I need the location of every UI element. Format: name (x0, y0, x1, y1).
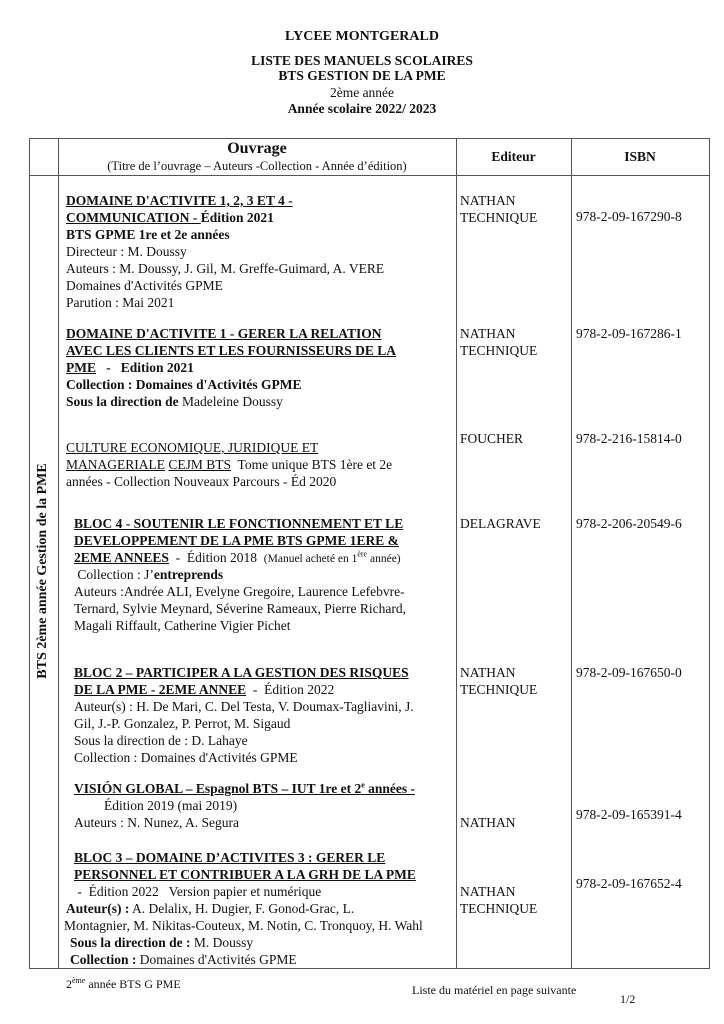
collection: Collection : Domaines d'Activités GPME (74, 750, 298, 765)
page-number: 1/2 (620, 992, 636, 1006)
collection: Collection : Domaines d'Activités GPME (66, 377, 302, 392)
table-row: CULTURE ECONOMIQUE, JURIDIQUE ET MANAGERIALE CEJM BTS Tome unique BTS 1ère et 2e années - Collection Nouveaux Parcours - Éd 2020 (66, 440, 393, 489)
side-label: BTS 2ème année Gestion de la PME (35, 463, 50, 679)
edition: - Edition 2021 (96, 360, 194, 375)
isbn: 978-2-09-167290-8 (576, 209, 682, 224)
authors: Auteurs :Andrée ALI, Evelyne Gregoire, Laurence Lefebvre- (74, 584, 405, 599)
table-row: BLOC 4 - SOUTENIR LE FONCTIONNEMENT ET LE DEVELOPPEMENT DE LA PME BTS GPME 1ERE & 2EME ANNEES - Édition 2018 (Manuel acheté en 1ère année) Collection : J’entreprends Auteurs :Andrée ALI, Evelyne Gregoire, Laurence Lefebvre- Ternard, Sylvie Meynard, Séverine Rameaux, Pierre Richard, Magali Riffault, Catherine Vigier Pichet (74, 516, 406, 633)
book-title: DOMAINE D'ACTIVITE 1 - GERER LA RELATION (66, 326, 382, 341)
footer-left: 2ème année BTS G PME (66, 976, 181, 991)
publisher: NATHAN TECHNIQUE (460, 193, 538, 225)
col-header-ouvrage-sub: (Titre de l’ouvrage – Auteurs -Collection - Année d’édition) (107, 159, 407, 173)
director: Madeleine Doussy (178, 394, 283, 409)
book-title: PERSONNEL ET CONTRIBUER A LA GRH DE LA PME (74, 867, 416, 882)
edition: - Édition 2022 Version papier et numérique (74, 884, 322, 899)
table-row: BLOC 2 – PARTICIPER A LA GESTION DES RISQUES DE LA PME - 2EME ANNEE - Édition 2022 Auteur(s) : H. De Mari, C. Del Testa, V. Doumax-Tagliavini, J. Gil, J.-P. Gonzalez, P. Perrot, M. Sigaud Sous la direction de : D. Lahaye Collection : Domaines d'Activités GPME (74, 665, 414, 765)
book-title: DOMAINE D'ACTIVITE 1, 2, 3 ET 4 - (66, 193, 293, 208)
footer-note: Liste du matériel en page suivante (412, 983, 577, 997)
authors: Magali Riffault, Catherine Vigier Pichet (74, 618, 291, 633)
book-title: DEVELOPPEMENT DE LA PME BTS GPME 1ERE & (74, 533, 399, 548)
book-title: AVEC LES CLIENTS ET LES FOURNISSEURS DE LA (66, 343, 396, 358)
col-header-isbn: ISBN (624, 149, 656, 164)
col-header-ouvrage: Ouvrage (227, 140, 287, 157)
publisher: DELAGRAVE (460, 516, 541, 531)
publication-date: Parution : Mai 2021 (66, 295, 175, 310)
year-level: 2ème année (329, 85, 395, 100)
edition: Édition 2021 (200, 210, 274, 225)
book-title: COMMUNICATION - (66, 210, 201, 225)
isbn: 978-2-206-20549-6 (576, 516, 682, 531)
collection: années - Collection Nouveaux Parcours - Éd 2020 (66, 474, 337, 489)
publisher: FOUCHER (460, 431, 524, 446)
authors: Montagnier, M. Nikitas-Couteux, M. Notin, C. Tronquoy, H. Wahl (64, 918, 423, 933)
director: Directeur : M. Doussy (66, 244, 187, 259)
publisher: NATHAN TECHNIQUE (460, 326, 538, 358)
authors: Auteur(s) : H. De Mari, C. Del Testa, V. Doumax-Tagliavini, J. (74, 699, 414, 714)
book-title: BLOC 2 – PARTICIPER A LA GESTION DES RISQUES (74, 665, 409, 680)
authors: Auteurs : N. Nunez, A. Segura (74, 815, 239, 830)
authors: Auteurs : M. Doussy, J. Gil, M. Greffe-Guimard, A. VERE (66, 261, 385, 276)
table-row: VISIÓN GLOBAL – Espagnol BTS – IUT 1re et 2e années - Édition 2019 (mai 2019) Auteurs : N. Nunez, A. Segura (74, 780, 416, 830)
table-row: DOMAINE D'ACTIVITE 1 - GERER LA RELATION AVEC LES CLIENTS ET LES FOURNISSEURS DE LA PME - Edition 2021 Collection : Domaines d'Activités GPME Sous la direction de Madeleine Doussy (66, 326, 396, 409)
director: Sous la direction de : D. Lahaye (74, 733, 248, 748)
table-row: BLOC 3 – DOMAINE D’ACTIVITES 3 : GERER LE PERSONNEL ET CONTRIBUER A LA GRH DE LA PME - Édition 2022 Version papier et numérique Auteur(s) : A. Delalix, H. Dugier, F. Gonod-Grac, L. Montagnier, M. Nikitas-Couteux, M. Notin, C. Tronquoy, H. Wahl Sous la direction de : M. Doussy Collection : Domaines d'Activités GPME (64, 850, 423, 967)
publisher: NATHAN TECHNIQUE (460, 884, 538, 916)
list-title: LISTE DES MANUELS SCOLAIRES (251, 53, 473, 68)
publisher: NATHAN (460, 815, 516, 830)
publisher: NATHAN TECHNIQUE (460, 665, 538, 697)
authors: Ternard, Sylvie Meynard, Séverine Rameaux, Pierre Richard, (74, 601, 406, 616)
isbn: 978-2-09-167286-1 (576, 326, 682, 341)
collection: Domaines d'Activités GPME (66, 278, 223, 293)
col-header-editeur: Editeur (491, 149, 536, 164)
level: BTS GPME 1re et 2e années (66, 227, 230, 242)
program-title: BTS GESTION DE LA PME (278, 68, 446, 83)
authors: Gil, J.-P. Gonzalez, P. Perrot, M. Sigaud (74, 716, 291, 731)
isbn: 978-2-09-167652-4 (576, 876, 682, 891)
isbn: 978-2-09-165391-4 (576, 807, 682, 822)
isbn: 978-2-09-167650-0 (576, 665, 682, 680)
table-row (66, 192, 384, 311)
book-title: BLOC 4 - SOUTENIR LE FONCTIONNEMENT ET LE (74, 516, 404, 531)
book-title: CULTURE ECONOMIQUE, JURIDIQUE ET (66, 440, 319, 455)
book-title: BLOC 3 – DOMAINE D’ACTIVITES 3 : GERER LE (74, 850, 386, 865)
school-year: Année scolaire 2022/ 2023 (287, 101, 437, 116)
edition: Édition 2019 (mai 2019) (104, 798, 238, 813)
isbn: 978-2-216-15814-0 (576, 431, 682, 446)
school-name: LYCEE MONTGERALD (285, 29, 439, 44)
